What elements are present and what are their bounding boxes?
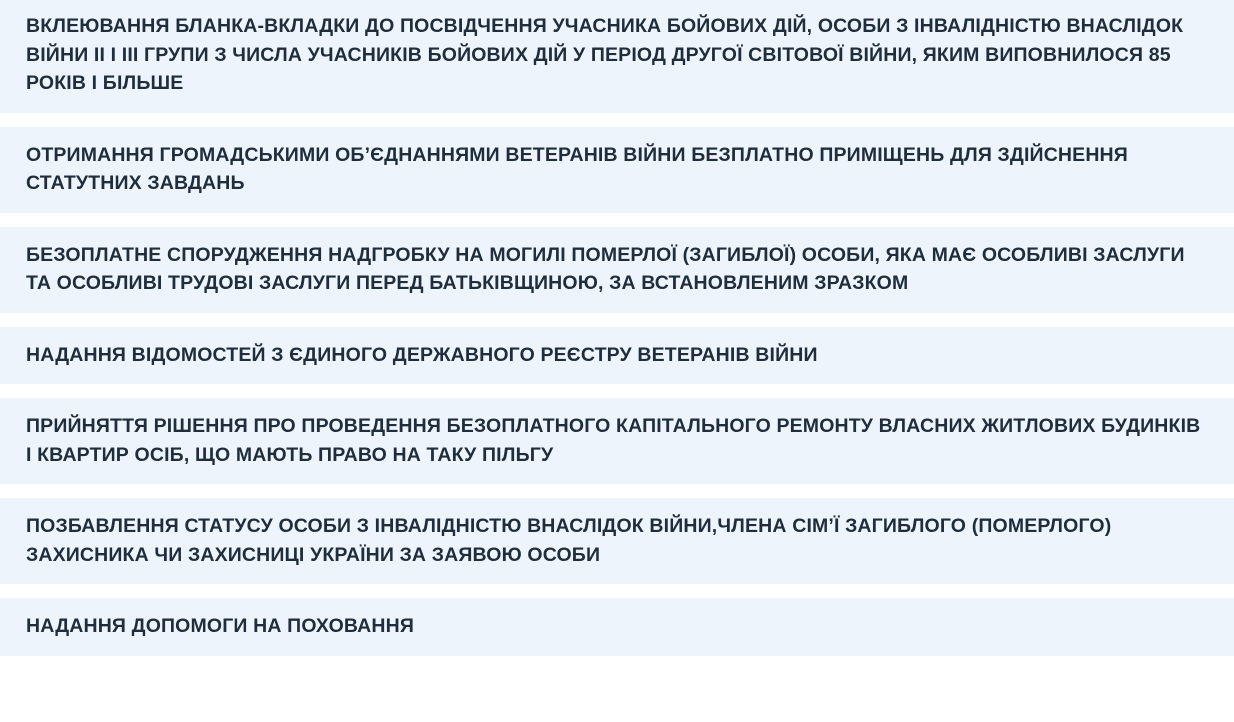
list-item[interactable] — [0, 127, 1234, 213]
service-title: НАДАННЯ ВІДОМОСТЕЙ З ЄДИНОГО ДЕРЖАВНОГО РЕЄСТРУ ВЕТЕРАНІВ ВІЙНИ — [26, 343, 818, 366]
service-title: НАДАННЯ ДОПОМОГИ НА ПОХОВАННЯ — [26, 615, 415, 637]
list-item[interactable] — [0, 598, 1234, 656]
list-item[interactable] — [0, 227, 1234, 313]
list-item[interactable] — [0, 498, 1234, 584]
service-title: ВКЛЕЮВАННЯ БЛАНКА-ВКЛАДКИ ДО ПОСВІДЧЕННЯ УЧАСНИКА БОЙОВИХ ДІЙ, ОСОБИ З ІНВАЛІДНІСТЮ ВНАСЛІДОК ВІЙНИ II І III ГРУПИ З ЧИСЛА УЧАСНИКІВ БОЙОВИХ ДІЙ У ПЕРІОД ДРУГОЇ СВІТОВОЇ ВІЙНИ, ЯКИМ ВИПОВНИЛОСЯ 85 РОКІВ І БІЛЬШЕ — [26, 15, 1184, 94]
service-title: ОТРИМАННЯ ГРОМАДСЬКИМИ ОБ’ЄДНАННЯМИ ВЕТЕРАНІВ ВІЙНИ БЕЗПЛАТНО ПРИМІЩЕНЬ ДЛЯ ЗДІЙСНЕННЯ СТАТУТНИХ ЗАВДАНЬ — [26, 143, 1128, 194]
service-title: ПОЗБАВЛЕННЯ СТАТУСУ ОСОБИ З ІНВАЛІДНІСТЮ ВНАСЛІДОК ВІЙНИ,ЧЛЕНА СІМ’Ї ЗАГИБЛОГО (ПОМЕРЛОГО) ЗАХИСНИКА ЧИ ЗАХИСНИЦІ УКРАЇНИ ЗА ЗАЯВОЮ ОСОБИ — [26, 515, 1112, 566]
list-item[interactable] — [0, 327, 1234, 385]
service-title: БЕЗОПЛАТНЕ СПОРУДЖЕННЯ НАДГРОБКУ НА МОГИЛІ ПОМЕРЛОЇ (ЗАГИБЛОЇ) ОСОБИ, ЯКА МАЄ ОСОБЛИВІ ЗАСЛУГИ ТА ОСОБЛИВІ ТРУДОВІ ЗАСЛУГИ ПЕРЕД БАТЬКІВЩИНОЮ, ЗА ВСТАНОВЛЕНИМ ЗРАЗКОМ — [26, 243, 1185, 294]
list-item[interactable] — [0, 0, 1234, 113]
list-item[interactable] — [0, 398, 1234, 484]
service-title: ПРИЙНЯТТЯ РІШЕННЯ ПРО ПРОВЕДЕННЯ БЕЗОПЛАТНОГО КАПІТАЛЬНОГО РЕМОНТУ ВЛАСНИХ ЖИТЛОВИХ БУДИНКІВ І КВАРТИР ОСІБ, ЩО МАЮТЬ ПРАВО НА ТАКУ ПІЛЬГУ — [26, 415, 1201, 466]
